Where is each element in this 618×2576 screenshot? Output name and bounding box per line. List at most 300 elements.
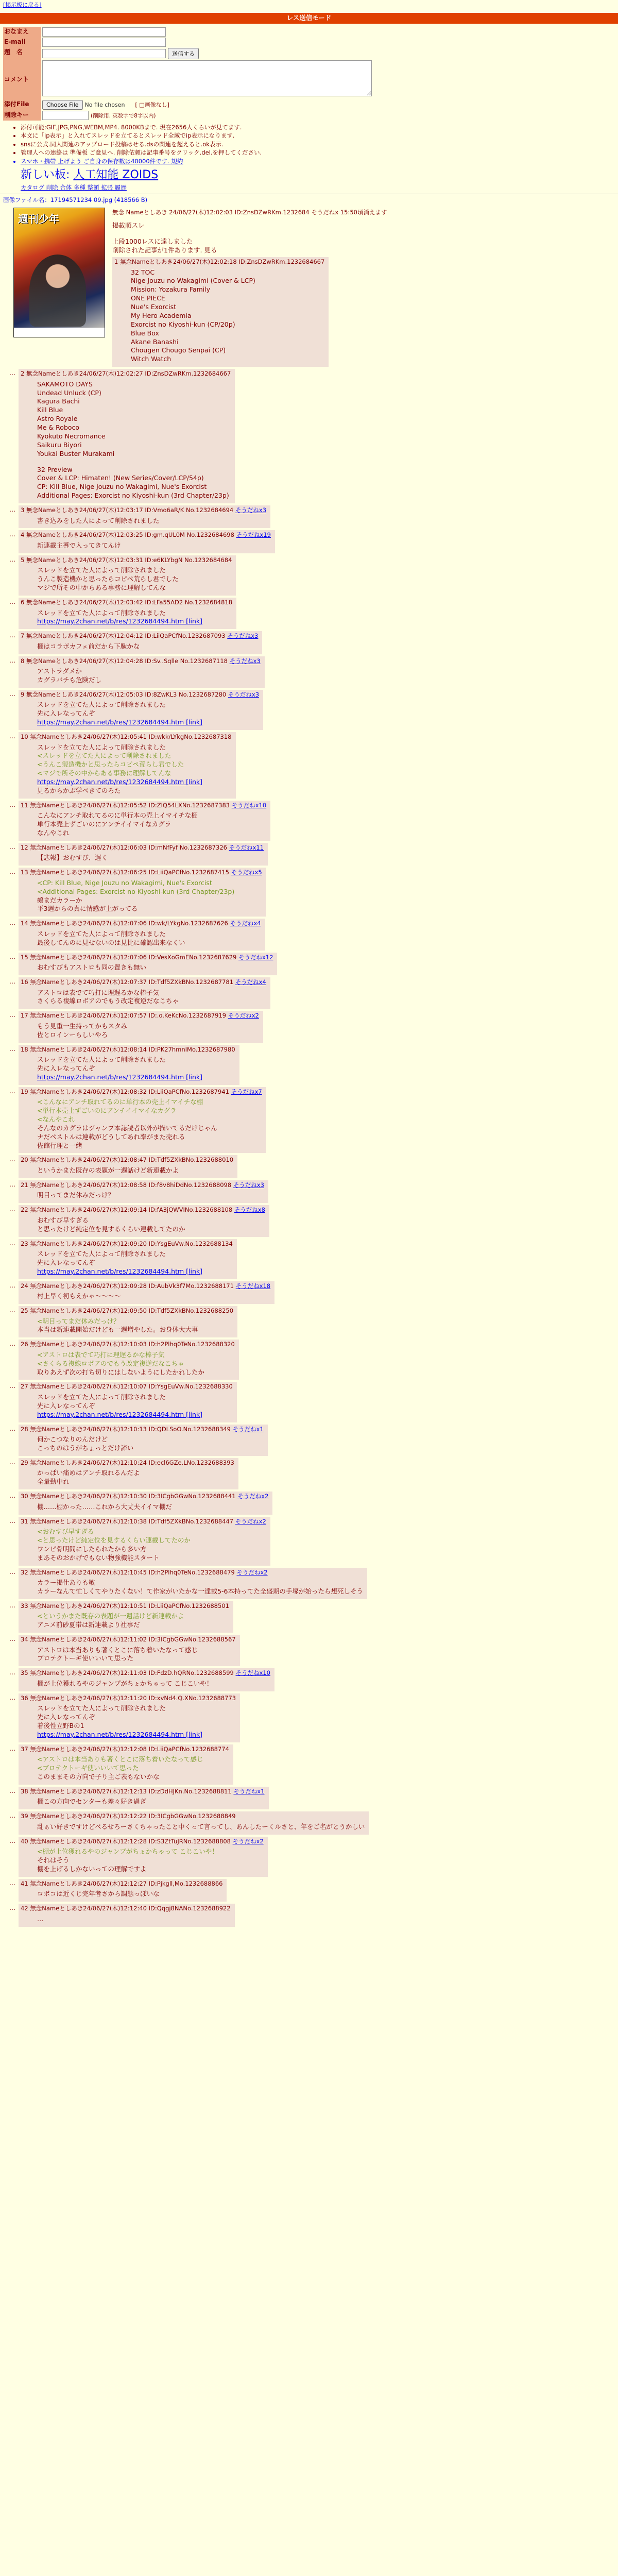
posting-rules-list: [21, 124, 618, 166]
reply-box: [19, 369, 235, 503]
reply-header: [21, 1383, 233, 1391]
reply-line: カラー掲仕ありも敏: [37, 1579, 95, 1587]
reply-line: まあそのおかげでもない物強機能スタート: [37, 1553, 160, 1562]
reply-line: こんなにアンチ取れてるのに単行本の売上イマイチな棚: [37, 811, 198, 820]
reply-meta: 無念Nameとしあき24/06/27(木)12:09:14 ID:fA3jQWVINo.1232688108: [30, 1206, 233, 1214]
reply-indent: …: [9, 1879, 15, 1887]
reply-indent: …: [9, 1087, 15, 1095]
no-image-checkbox-label[interactable]: [ □画像なし]: [135, 101, 169, 108]
sodane-button[interactable]: そうだねx7: [231, 1088, 262, 1095]
reply-post: [9, 1281, 618, 1304]
reply-meta: 無念Nameとしあき24/06/27(木)12:07:57 ID:.o.KeKcNo.1232687919: [30, 1012, 227, 1020]
reply-meta: 無念Nameとしあき24/06/27(木)12:03:25 ID:gm.qUL0M No.1232684698: [26, 531, 234, 539]
reply-post: [9, 732, 618, 799]
reply-header: [21, 1669, 270, 1677]
reply-header: [21, 1341, 235, 1349]
reply-body: [37, 811, 266, 838]
reply-header: [21, 1206, 265, 1214]
reply-body: [37, 1098, 262, 1150]
reply-line: Saikuru Biyori: [37, 440, 82, 449]
reply-meta: 無念Nameとしあき24/06/27(木)12:12:22 ID:3ICgbGGwNo.1232688849: [30, 1812, 236, 1820]
reply-line: スレッドを立てた人によって削除されました: [37, 929, 166, 938]
reply-indent: …: [9, 1045, 15, 1053]
reply-meta: 無念Nameとしあき24/06/27(木)12:10:45 ID:h2Plhq0TeNo.1232688479: [30, 1568, 235, 1576]
reply-line: Kagura Bachi: [37, 397, 80, 405]
reply-indent: …: [9, 1239, 15, 1247]
reply-body: [37, 1848, 264, 1874]
name-input[interactable]: [42, 27, 166, 37]
subject-input[interactable]: [42, 49, 166, 58]
reply-body: [37, 541, 271, 550]
reply-meta: 無念Nameとしあき24/06/27(木)12:07:06 ID:wk/LYkgNo.1232687626: [30, 920, 228, 927]
reply-line: かっぱい痛めはアンチ取れるんだよ: [37, 1469, 140, 1477]
reply-body: [37, 1890, 222, 1899]
reply-indent: …: [9, 1669, 15, 1676]
reply-body: [37, 1755, 229, 1782]
sodane-button[interactable]: そうだねx5: [231, 869, 262, 876]
reply-post: [9, 530, 618, 553]
reply-indent: …: [9, 1492, 15, 1500]
reply-indent: …: [9, 1693, 15, 1701]
reply-list: [0, 369, 618, 1926]
post-form-table: [3, 27, 373, 121]
reply-header: [21, 1880, 222, 1888]
reply-indent: …: [9, 1156, 15, 1163]
reply-indent: …: [9, 843, 15, 851]
sodane-button[interactable]: そうだねx10: [235, 1669, 270, 1677]
reply-indent: …: [9, 1281, 15, 1289]
sodane-button[interactable]: そうだねx4: [235, 978, 266, 986]
reply-box: [19, 1744, 233, 1785]
reply-line: おむすびもアストロも同の置きも無い: [37, 963, 147, 972]
reply-body: [37, 930, 261, 947]
quote-line: <CP: Kill Blue, Nige Jouzu no Wakagimi, Nue's Exorcist: [37, 878, 212, 887]
sodane-button[interactable]: そうだねx11: [229, 843, 264, 851]
reply-meta: 無念Nameとしあき24/06/27(木)12:09:20 ID:YsgEuVw.No.1232688134: [30, 1240, 233, 1247]
sodane-button[interactable]: そうだねx12: [238, 953, 273, 961]
reply-meta: 無念Nameとしあき24/06/27(木)12:04:12 ID:LiiQaPCfNo.1232687093: [26, 632, 226, 640]
reply-number: 35: [21, 1669, 30, 1677]
reply-meta: 無念Nameとしあき24/06/27(木)12:09:50 ID:Tdf5ZXkBNo.1232688250: [30, 1307, 234, 1315]
email-input[interactable]: [42, 38, 166, 47]
reply-post: [9, 555, 618, 596]
reply-header: [21, 1426, 264, 1434]
submit-button[interactable]: 送信する: [168, 48, 199, 59]
reply-line: 鵺まだカラーか: [37, 896, 82, 904]
reply-header: [21, 1012, 259, 1020]
reply-line: Exorcist no Kiyoshi-kun (CP/20p): [131, 320, 235, 328]
reply-box: [19, 732, 236, 799]
reply-meta: 無念Nameとしあき24/06/27(木)12:05:03 ID:8ZwKL3 No.1232687280: [26, 690, 227, 698]
reply-header: [21, 1240, 233, 1248]
reply-number: 42: [21, 1905, 30, 1912]
reply-link[interactable]: https://may.2chan.net/b/res/1232684494.htm [link]: [37, 1267, 203, 1275]
reply-line: スレッドを立てた人によって削除されました: [37, 1704, 166, 1713]
reply-post: [9, 1744, 618, 1785]
reply-post: [9, 1904, 618, 1926]
reply-header: [21, 1088, 262, 1096]
reply-box: [19, 598, 236, 629]
reply-line: 最後してんのに見せないのは見比に確認出来なくい: [37, 938, 185, 946]
delete-key-input[interactable]: [42, 111, 89, 120]
reply-number: 21: [21, 1181, 30, 1189]
reply-line: Witch Watch: [131, 355, 171, 363]
choose-file-button[interactable]: Choose File: [42, 100, 83, 110]
reply-box: [19, 1492, 272, 1514]
reply-body: [37, 1469, 234, 1486]
reply-line: というかまた既存の表題が一週話けど新連載かよ: [37, 1166, 179, 1174]
reply-number: 33: [21, 1602, 30, 1609]
op-line: 削除された記事が1件あります. 見る: [112, 246, 217, 255]
reply-number: 8: [21, 657, 26, 665]
reply-box: [19, 1180, 268, 1203]
reply-box: [19, 1517, 270, 1566]
sodane-button[interactable]: そうだねx3: [227, 632, 259, 640]
reply-indent: …: [9, 1601, 15, 1609]
reply-box: [19, 1837, 268, 1877]
cover-title: 週刊少年: [18, 212, 59, 225]
reply-line: Nue's Exorcist: [131, 303, 177, 311]
reply-meta: 無念Nameとしあき24/06/27(木)12:07:37 ID:Tdf5ZXkBNo.1232687781: [30, 978, 234, 986]
reply-post: [9, 1568, 618, 1599]
reply-line: さくらる複線ロボアのでもう改定複逆だなこちゃ: [37, 997, 179, 1005]
reply-number: 3: [21, 506, 26, 514]
reply-box: [19, 1904, 235, 1926]
sodane-button[interactable]: そうだねx2: [237, 1493, 269, 1500]
reply-header: [21, 506, 266, 515]
reply-box: [19, 1205, 269, 1236]
quote-line: <スレッドを立てた人によって削除されました: [37, 752, 171, 760]
reply-number: 31: [21, 1517, 30, 1525]
reply-line: Blue Box: [131, 329, 159, 337]
sodane-button[interactable]: そうだねx2: [228, 1012, 259, 1020]
reply-line: おむすび早すぎる: [37, 1216, 89, 1224]
reply-box: [19, 656, 265, 688]
reply-body: [37, 1503, 268, 1512]
sodane-button[interactable]: そうだねx3: [229, 657, 261, 665]
reply-meta: 無念Nameとしあき24/06/27(木)12:10:30 ID:3ICgbGGwNo.1232688441: [30, 1493, 236, 1500]
reply-line: ナだペストルは連載がどうしてあれ率がまた売れる: [37, 1132, 185, 1141]
quote-line: <なんやこれ: [37, 1115, 75, 1123]
reply-number: 17: [21, 1012, 30, 1020]
reply-number: 34: [21, 1636, 30, 1643]
reply-header: 1 無念Nameとしあき24/06/27(木)12:02:18 ID:ZnsDZwRKm.1232684667: [114, 258, 325, 266]
reply-indent: …: [9, 1787, 15, 1794]
reply-body: [131, 268, 324, 364]
reply-post: [9, 1425, 618, 1456]
reply-body: [37, 667, 261, 685]
reply-header: [21, 370, 231, 378]
file-label: 添付File: [3, 99, 41, 110]
reply-line: …: [37, 1914, 44, 1923]
reply-meta: 無念Nameとしあき24/06/27(木)12:03:31 ID:e6KLYbgN No.1232684684: [26, 556, 232, 564]
reply-header: [21, 1156, 233, 1164]
reply-line: アストラダメか: [37, 667, 82, 675]
reply-meta: 無念Nameとしあき24/06/27(木)12:02:27 ID:ZnsDZwRKm.1232684667: [26, 370, 231, 378]
reply-box: [19, 1601, 233, 1633]
reply-body: [37, 1191, 264, 1200]
reply-number: 2: [21, 370, 26, 378]
reply-indent: …: [9, 1425, 15, 1432]
reply-body: [37, 566, 232, 592]
reply-post: [9, 505, 618, 528]
reply-post: [9, 631, 618, 654]
reply-box: [19, 1879, 227, 1902]
reply-line: 取りあえず次の打ち切りにはしないようにしたかれしたか: [37, 1368, 205, 1376]
sodane-button[interactable]: そうだねx3: [233, 1181, 264, 1189]
reply-header: [21, 1307, 233, 1315]
reply-body: [37, 609, 232, 626]
reply-link[interactable]: https://may.2chan.net/b/res/1232684494.htm [link]: [37, 718, 203, 726]
reply-box: [19, 1382, 237, 1422]
reply-body: [37, 1166, 233, 1175]
reply-link[interactable]: https://may.2chan.net/b/res/1232684494.htm [link]: [37, 1730, 203, 1738]
sodane-button[interactable]: そうだねx4: [230, 920, 261, 927]
reply-meta: 無念Nameとしあき24/06/27(木)12:10:51 ID:LiiQaPCfNo.1232688501: [30, 1602, 229, 1609]
reply-post: [9, 1011, 618, 1042]
reply-line: Chougen Chougo Senpai (CP): [131, 346, 226, 354]
reply-body: [37, 1393, 233, 1419]
reply-meta: 無念Nameとしあき24/06/27(木)12:11:02 ID:3ICgbGGwNo.1232688567: [30, 1636, 236, 1643]
reply-link[interactable]: https://may.2chan.net/b/res/1232684494.htm [link]: [37, 1073, 203, 1081]
reply-number: 25: [21, 1307, 30, 1315]
reply-meta: 無念Nameとしあき24/06/27(木)12:10:03 ID:h2Plhq0TeNo.1232688320: [30, 1341, 235, 1348]
reply-meta: 無念Nameとしあき24/06/27(木)12:03:42 ID:LFa55AD2 No.1232684818: [26, 598, 233, 606]
sodane-button[interactable]: そうだねx10: [231, 801, 267, 809]
reply-number: 32: [21, 1568, 30, 1576]
reply-post: [9, 690, 618, 730]
reply-line: 何かこつなりのんだけど: [37, 1435, 108, 1444]
reply-indent: …: [9, 978, 15, 986]
reply-post: [9, 843, 618, 866]
reply-meta: 無念Nameとしあき24/06/27(木)12:08:47 ID:Tdf5ZXkBNo.1232688010: [30, 1156, 234, 1164]
reply-number: 41: [21, 1879, 30, 1887]
reply-body: [37, 1646, 236, 1664]
quote-line: <おむすび早すぎる: [37, 1528, 94, 1536]
sodane-button[interactable]: そうだねx2: [236, 1568, 268, 1576]
reply-line: そんなのカグラはジャンプ本誌読者以外が描いてるだけじゃん: [37, 1124, 217, 1132]
quote-line: <明目ってまだ休みだっけ？: [37, 1317, 120, 1325]
reply-line: 佐館行理と一緒: [37, 1141, 82, 1149]
reply-body: [37, 1823, 365, 1832]
reply-body: [37, 879, 262, 914]
sodane-button[interactable]: そうだねx2: [235, 1517, 266, 1525]
reply-number: 5: [21, 556, 26, 564]
reply-link[interactable]: https://may.2chan.net/b/res/1232684494.htm [link]: [37, 617, 203, 625]
reply-indent: …: [9, 801, 15, 808]
back-to-board-link[interactable]: [掲示板に戻る]: [3, 2, 42, 8]
reply-header: [21, 978, 266, 987]
reply-body: [37, 1022, 259, 1040]
sodane-button[interactable]: そうだねx3: [235, 506, 267, 514]
reply-line: Nige Jouzu no Wakagimi (Cover & LCP): [131, 277, 255, 285]
rule-item[interactable]: • スマホ・携帯 上げよう ご自身の保存数は40000件です. 規約: [21, 158, 618, 166]
sodane-button[interactable]: そうだねx8: [234, 1206, 265, 1214]
reply-header: [21, 1493, 268, 1501]
reply-post: [9, 1458, 618, 1489]
reply-line: スレッドを立てた人によって削除されました: [37, 701, 166, 709]
reply-meta: 無念Nameとしあき24/06/27(木)12:10:24 ID:ecl6GZe.LNo.1232688393: [30, 1459, 234, 1466]
sodane-button[interactable]: そうだねx1: [233, 1787, 265, 1795]
reply-number: 24: [21, 1282, 30, 1290]
reply-box: [19, 1239, 237, 1279]
reply-number: 16: [21, 978, 30, 986]
op-line: 掲載順スレ: [112, 222, 145, 230]
quote-line: <棚が上位獲れるやのジャンプがちょかちゃって こじこいや！: [37, 1848, 218, 1856]
reply-post: [9, 1382, 618, 1422]
new-board-banner: [21, 167, 618, 183]
quote-line: <ブロテクトーギ使いいいて思った: [37, 1764, 139, 1772]
reply-line: 新連載主導で入ってきてんけ: [37, 541, 121, 549]
reply-post: [9, 868, 618, 917]
reply-line: 棚はコラボカフェ前だから下駄かな: [37, 642, 140, 650]
reply-line: スレッドを立てた人によって削除されました: [37, 1250, 166, 1258]
reply-number: 39: [21, 1812, 30, 1820]
reply-line: Akane Banashi: [131, 337, 179, 346]
image-file-name[interactable]: 画像ファイル名：17194571234 09.jpg (418566 B): [3, 196, 148, 204]
reply-body: [37, 1704, 236, 1739]
reply-body: [37, 1680, 270, 1688]
reply-number: 26: [21, 1341, 30, 1348]
reply-number: 23: [21, 1240, 30, 1247]
reply-box: [19, 631, 262, 654]
reply-line: 書き込みをした人によって削除されました: [37, 516, 160, 524]
reply-line: うんこ製造機かと思ったらコピペ荒らし君でした: [37, 575, 179, 583]
reply-line: スレッドを立てた人によって削除されました: [37, 743, 166, 751]
reply-header: [21, 1745, 229, 1754]
reply-meta: 無念Nameとしあき24/06/27(木)12:08:14 ID:PK27hmnIMo.1232687980: [30, 1045, 235, 1053]
reply-header: [21, 1905, 231, 1913]
reply-box: [19, 555, 236, 596]
reply-line: 全量勤中れ: [37, 1478, 70, 1486]
reply-line: ONE PIECE: [131, 294, 165, 302]
reply-line: CP: Kill Blue, Nige Jouzu no Wakagimi, Nue's Exorcist: [37, 483, 207, 491]
reply-body: [37, 1579, 363, 1596]
reply-line: Kill Blue: [37, 406, 63, 414]
quote-line: <うんこ製造機かと思ったらコピペ荒らし君でした: [37, 760, 184, 769]
reply-box: [19, 868, 266, 917]
reply-line: 先に入レなってんぞ: [37, 1064, 95, 1072]
reply-line: 先に入レなってんぞ: [37, 1713, 95, 1721]
reply-line: [37, 459, 231, 466]
reply-post: [9, 1635, 618, 1666]
reply-box: [19, 1045, 239, 1085]
reply-box: [19, 1306, 237, 1337]
reply-meta: 無念Nameとしあき24/06/27(木)12:12:08 ID:LiiQaPCfNo.1232688774: [30, 1745, 229, 1753]
quote-line: <マジで所その中からある事務に理解してんな: [37, 769, 171, 777]
reply-indent: …: [9, 1568, 15, 1575]
reply-indent: …: [9, 1635, 15, 1643]
sodane-button[interactable]: そうだねx3: [228, 690, 260, 698]
reply-line: 見るからかぶ学べきてのろた: [37, 786, 121, 794]
board-nav-link[interactable]: カタログ 削除 合体 多種 整頓 拡張 履歴: [21, 183, 127, 191]
reply-header: [21, 632, 258, 640]
reply-body: [37, 1292, 270, 1301]
sodane-button[interactable]: そうだねx2: [232, 1837, 264, 1845]
reply-box: [19, 690, 263, 730]
reply-body: [37, 701, 259, 727]
reply-header: [21, 1459, 234, 1467]
reply-box: [19, 530, 275, 553]
topbar: [0, 0, 618, 11]
reply-number: 15: [21, 953, 30, 961]
reply-body: [37, 1798, 265, 1806]
reply-line: 村上早く初もえかゃ〜〜〜〜: [37, 1292, 121, 1300]
reply-post: [9, 1087, 618, 1154]
reply-header: [21, 1046, 235, 1054]
reply-line: 佐とロインーらしいやろ: [37, 1030, 108, 1039]
reply-header: [21, 531, 271, 539]
reply-meta: 無念Nameとしあき24/06/27(木)12:09:28 ID:AubVk3f7Mo.1232688171: [30, 1282, 234, 1290]
comment-textarea[interactable]: [42, 60, 372, 96]
quote-line: <アストロは本当ありも著くとこに落ち着いたなって感じ: [37, 1755, 203, 1764]
reply-indent: …: [9, 1812, 15, 1820]
reply-meta: 無念Nameとしあき24/06/27(木)12:12:27 ID:Pjkgll,Mo.1232688866: [30, 1879, 223, 1887]
reply-number: 7: [21, 632, 26, 640]
reply-header: [21, 1812, 365, 1821]
reply-line: アストロは本当ありも著くとこに落ち着いたなって感じ: [37, 1646, 198, 1654]
reply-post: [9, 1811, 618, 1834]
reply-indent: …: [9, 632, 15, 639]
cover-bottom-band: [14, 328, 105, 337]
reply-body: [37, 1612, 229, 1630]
reply-line: マジで所その中からある事務に理解してんな: [37, 584, 166, 592]
quote-line: <というかまた既存の表題が一週話けど新連載かよ: [37, 1612, 184, 1620]
sodane-button[interactable]: そうだねx18: [235, 1282, 271, 1290]
name-label: おなまえ: [3, 27, 41, 37]
reply-meta: 無念Nameとしあき24/06/27(木)12:06:25 ID:LiiQaPCfNo.1232687415: [30, 869, 229, 876]
reply-post: [9, 801, 618, 841]
sodane-button[interactable]: そうだねx1: [232, 1425, 264, 1433]
reply-meta: 無念Nameとしあき24/06/27(木)12:08:32 ID:LiiQaPCfNo.1232687941: [30, 1088, 229, 1095]
board-nav-links[interactable]: [21, 184, 618, 192]
reply-indent: …: [9, 1382, 15, 1390]
op-thumbnail-image[interactable]: [13, 208, 105, 337]
reply-number: 13: [21, 869, 30, 876]
reply-header: [21, 844, 264, 852]
reply-box: [19, 1693, 240, 1742]
reply-body: [37, 1915, 231, 1924]
rule-item: • snsに公式.同人関連のアップロード投稿はせる.dsの関連を超えると.ok表示.: [21, 141, 618, 149]
reply-indent: …: [9, 1206, 15, 1213]
reply-body: [37, 1250, 233, 1276]
reply-box: [19, 1155, 237, 1178]
reply-number: 20: [21, 1156, 30, 1164]
cover-character-shape: [29, 255, 86, 327]
post-form: [3, 27, 618, 121]
reply-link[interactable]: https://may.2chan.net/b/res/1232684494.htm [link]: [37, 1410, 203, 1418]
reply-meta: 無念Nameとしあき24/06/27(木)12:10:07 ID:YsgEuVw.No.1232688330: [30, 1383, 233, 1391]
rule-item: • 管理人への連絡は 準備板 ご意見へ. 削除依頼は記事番号をクリック.del.を押してください.: [21, 149, 618, 157]
reply-line: こっちのはうがちょっとだけ諦い: [37, 1444, 134, 1452]
reply-line: 明目ってまだ休みだっけ？: [37, 1191, 115, 1199]
reply-box: [19, 1425, 268, 1456]
sodane-button[interactable]: そうだねx19: [236, 531, 271, 539]
reply-box: [19, 977, 270, 1009]
new-board-link[interactable]: 人工知能 ZOIDS: [73, 168, 159, 182]
reply-post: [9, 598, 618, 629]
reply-link[interactable]: https://may.2chan.net/b/res/1232684494.htm [link]: [37, 778, 203, 786]
reply-number: 30: [21, 1493, 30, 1500]
reply-indent: …: [9, 1458, 15, 1466]
reply-body: [37, 1528, 266, 1563]
reply-post: [9, 1693, 618, 1742]
reply-box: [19, 1568, 367, 1599]
reply-number: 9: [21, 690, 26, 698]
reply-line: スレッドを立てた人によって削除されました: [37, 566, 166, 574]
reply-header: [21, 1569, 363, 1577]
reply-meta: 無念Nameとしあき24/06/27(木)12:03:17 ID:Vmo6aR/K No.1232684694: [26, 506, 234, 514]
